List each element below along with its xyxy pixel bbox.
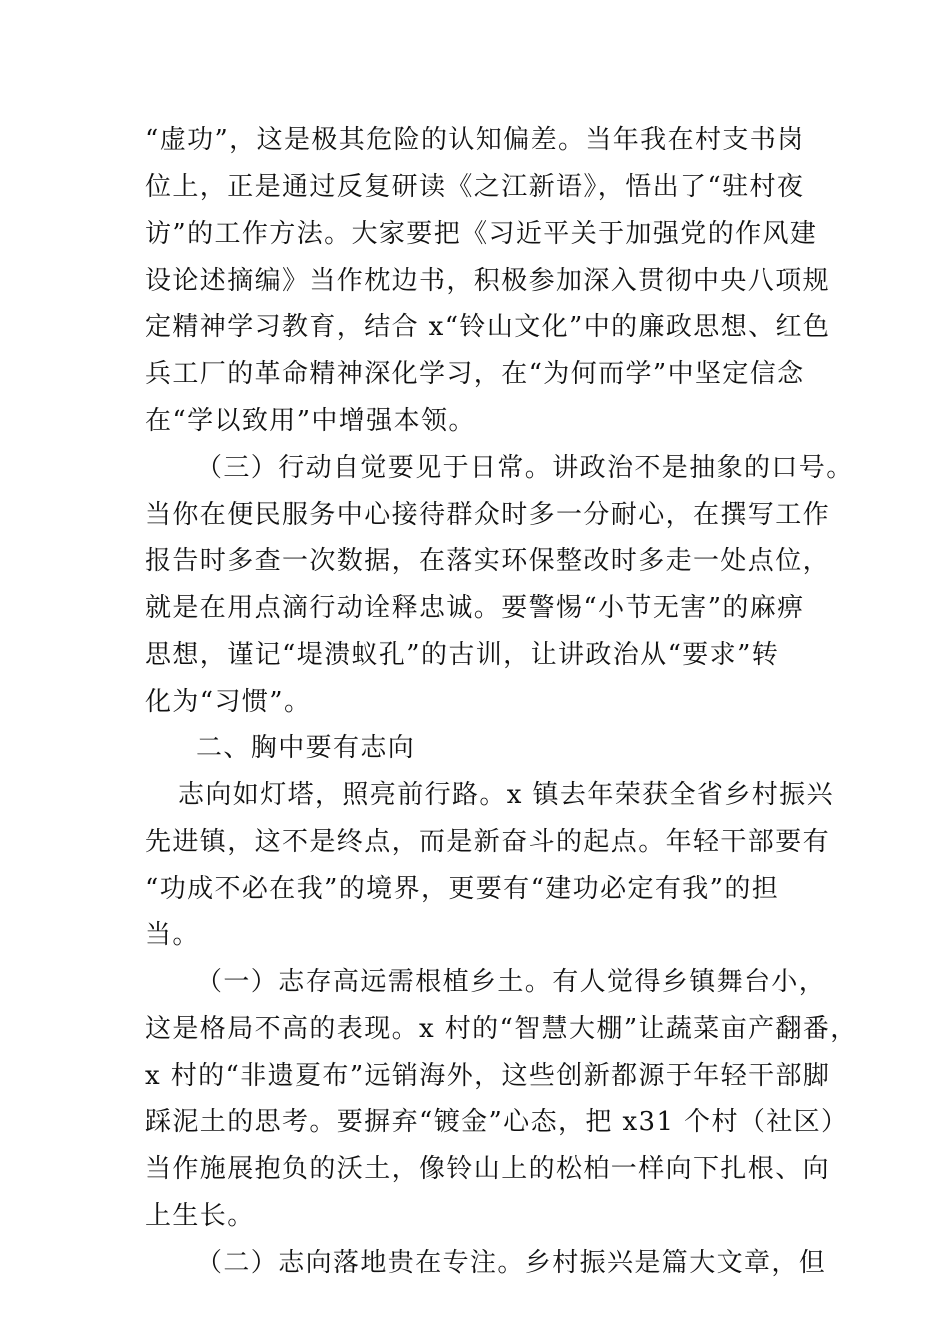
text-line: 化为“习惯”。 bbox=[145, 687, 312, 717]
section-heading-2: （二）志向落地贵在专注。乡村振兴是篇大文章，但 bbox=[196, 1248, 827, 1278]
text-line: 设论述摘编》当作枕边书，积极参加深入贯彻中央八项规 bbox=[145, 266, 831, 296]
text-line: 当你在便民服务中心接待群众时多一分耐心，在撰写工作 bbox=[145, 500, 831, 530]
text-line: 定精神学习教育，结合 x“铃山文化”中的廉政思想、红色 bbox=[145, 312, 831, 342]
text-line: 这是格局不高的表现。x 村的“智慧大棚”让蔬菜亩产翻番， bbox=[145, 1014, 858, 1044]
text-line: 思想，谨记“堤溃蚁孔”的古训，让讲政治从“要求”转 bbox=[145, 640, 780, 670]
text-line: 上生长。 bbox=[145, 1201, 255, 1231]
text-line: 踩泥土的思考。要摒弃“镀金”心态，把 x31 个村（社区） bbox=[145, 1107, 849, 1137]
text-line: “虚功”，这是极其危险的认知偏差。当年我在村支书岗 bbox=[145, 125, 805, 155]
text-line: 就是在用点滴行动诠释忠诚。要警惕“小节无害”的麻痹 bbox=[145, 593, 805, 623]
chapter-heading: 二、胸中要有志向 bbox=[196, 733, 416, 763]
text-line: 兵工厂的革命精神深化学习，在“为何而学”中坚定信念 bbox=[145, 359, 805, 389]
text-line: 在“学以致用”中增强本领。 bbox=[145, 406, 476, 436]
section-heading-1: （一）志存高远需根植乡土。有人觉得乡镇舞台小， bbox=[196, 967, 827, 997]
text-line: 访”的工作方法。大家要把《习近平关于加强党的作风建 bbox=[145, 219, 818, 249]
text-line: 报告时多查一次数据，在落实环保整改时多走一处点位， bbox=[145, 546, 831, 576]
text-line: 位上，正是通过反复研读《之江新语》，悟出了“驻村夜 bbox=[145, 172, 805, 202]
text-line: 志向如灯塔，照亮前行路。x 镇去年荣获全省乡村振兴 bbox=[178, 780, 834, 810]
text-line: 当。 bbox=[145, 920, 200, 950]
text-line: 当作施展抱负的沃土，像铃山上的松柏一样向下扎根、向 bbox=[145, 1154, 831, 1184]
text-line: 先进镇，这不是终点，而是新奋斗的起点。年轻干部要有 bbox=[145, 827, 831, 857]
text-line: x 村的“非遗夏布”远销海外，这些创新都源于年轻干部脚 bbox=[145, 1061, 831, 1091]
text-line: “功成不必在我”的境界，更要有“建功必定有我”的担 bbox=[145, 874, 780, 904]
section-heading-3: （三）行动自觉要见于日常。讲政治不是抽象的口号。 bbox=[196, 453, 854, 483]
